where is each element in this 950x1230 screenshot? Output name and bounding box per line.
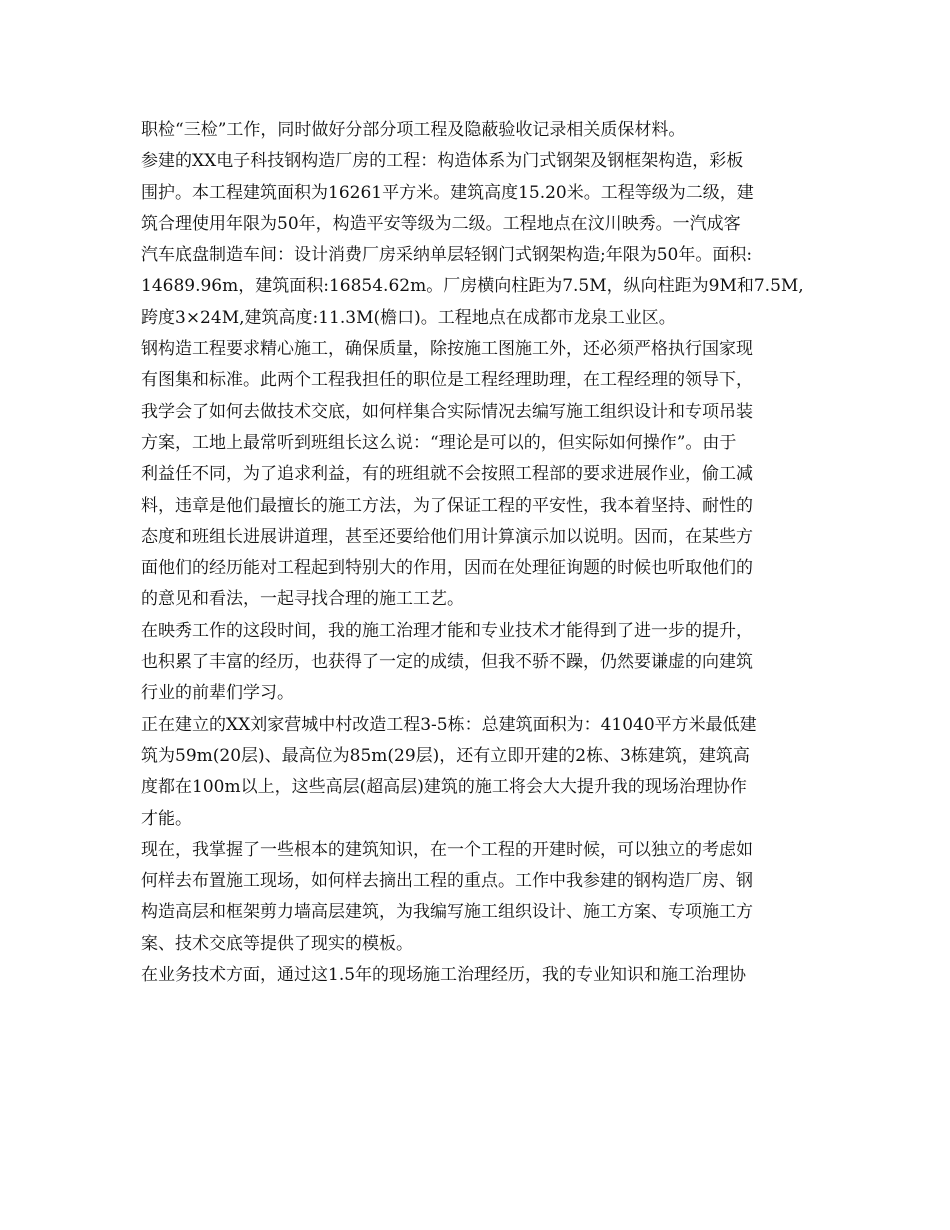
text-line: 何样去布置施工现场，如何样去摘出工程的重点。工作中我参建的钢构造厂房、钢 <box>141 871 753 892</box>
text-line: 料，违章是他们最擅长的施工方法，为了保证工程的平安性，我本着坚持、耐性的 <box>141 495 753 516</box>
text-line: 度都在100m以上，这些高层(超高层)建筑的施工将会大大提升我的现场治理协作 <box>141 777 747 798</box>
text-line: 钢构造工程要求精心施工，确保质量，除按施工图施工外，还必须严格执行国家现 <box>141 339 753 360</box>
text-line: 行业的前辈们学习。 <box>141 683 294 704</box>
text-line: 筑合理使用年限为50年，构造平安等级为二级。工程地点在汶川映秀。一汽成客 <box>141 213 741 234</box>
text-line: 职检“三检”工作，同时做好分部分项工程及隐蔽验收记录相关质保材料。 <box>141 120 686 140</box>
text-line: 才能。 <box>141 808 192 829</box>
text-line: 利益任不同，为了追求利益，有的班组就不会按照工程部的要求进展作业，偷工减 <box>141 464 753 485</box>
text-line: 态度和班组长进展讲道理，甚至还要给他们用计算演示加以说明。因而，在某些方 <box>141 526 753 547</box>
text-line: 我学会了如何去做技术交底，如何样集合实际情况去编写施工组织设计和专项吊装 <box>141 401 753 422</box>
text-line: 有图集和标准。此两个工程我担任的职位是工程经理助理，在工程经理的领导下， <box>141 370 753 391</box>
text-line: 在映秀工作的这段时间，我的施工治理才能和专业技术才能得到了进一步的提升， <box>141 620 753 641</box>
text-line: 正在建立的XX刘家营城中村改造工程3-5栋：总建筑面积为：41040平方米最低建 <box>141 714 757 735</box>
text-line: 汽车底盘制造车间：设计消费厂房采纳单层轻钢门式钢架构造;年限为50年。面积: <box>141 245 753 266</box>
text-line: 也积累了丰富的经历，也获得了一定的成绩，但我不骄不躁，仍然要谦虚的向建筑 <box>141 652 753 673</box>
text-line: 案、技术交底等提供了现实的模板。 <box>141 933 413 954</box>
text-line: 的意见和看法，一起寻找合理的施工工艺。 <box>141 589 464 610</box>
text-line: 面他们的经历能对工程起到特别大的作用，因而在处理征询题的时候也听取他们的 <box>141 558 753 579</box>
text-line: 方案，工地上最常听到班组长这么说：“理论是可以的，但实际如何操作”。由于 <box>141 432 737 453</box>
text-line: 在业务技术方面，通过这1.5年的现场施工治理经历，我的专业知识和施工治理协 <box>141 965 747 986</box>
text-line: 构造高层和框架剪力墙高层建筑，为我编写施工组织设计、施工方案、专项施工方 <box>141 902 753 923</box>
text-line: 跨度3×24M,建筑高度:11.3M(檐口)。工程地点在成都市龙泉工业区。 <box>141 307 676 328</box>
text-line: 围护。本工程建筑面积为16261平方米。建筑高度15.20米。工程等级为二级，建 <box>141 182 754 203</box>
text-line: 现在，我掌握了一些根本的建筑知识，在一个工程的开建时候，可以独立的考虑如 <box>141 839 753 860</box>
text-line: 筑为59m(20层)、最高位为85m(29层)，还有立即开建的2栋、3栋建筑，建筑高 <box>141 745 750 766</box>
document-body <box>141 115 821 991</box>
text-line: 14689.96m，建筑面积:16854.62m。厂房横向柱距为7.5M，纵向柱距为9M和7.5M, <box>141 276 804 297</box>
text-line: 参建的XX电子科技钢构造厂房的工程：构造体系为门式钢架及钢框架构造，彩板 <box>141 151 744 172</box>
